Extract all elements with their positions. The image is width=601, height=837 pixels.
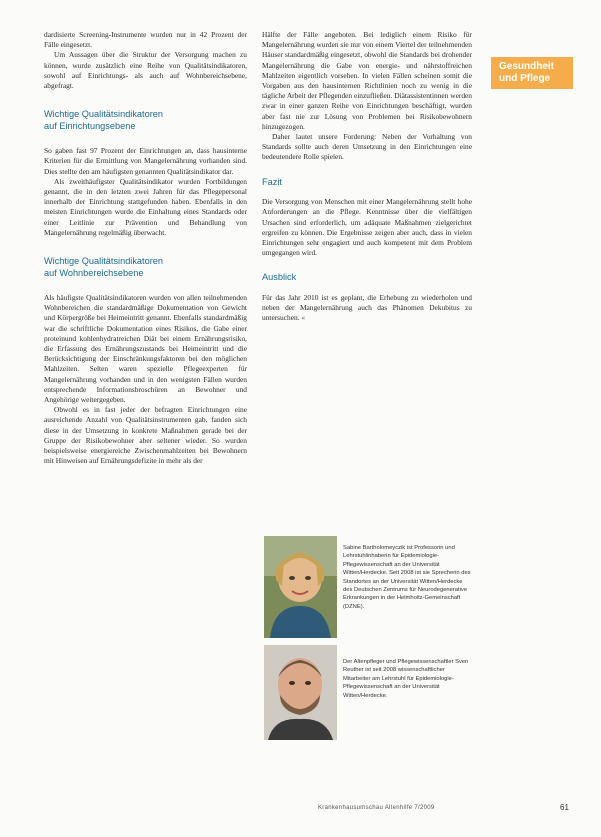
portrait-man-image	[264, 645, 337, 740]
section-heading-ausblick: Ausblick	[262, 272, 297, 283]
paragraph	[262, 293, 472, 324]
footer-publication: Krankenhausumschau Altenhilfe 7/2009	[318, 805, 435, 811]
section-heading-institution	[44, 109, 247, 132]
paragraph: dardisierte Screening-Instrumente wurden nur in 42 Prozent der Fälle eingesetzt.	[44, 30, 247, 50]
paragraph: Als häufigste Qualitätsindikatoren wurden von allen teilnehmenden Wohnbereichen die standardmäßige Dokumentation von Gewicht und Körpergröße bei Heimeintritt genannt. Ebenfalls standardmäßig war die schriftliche Dokumentation eines Risikos, die Gabe einer proteinund kohlenhydratreichen Diät bei einem Ernährungsrisiko, die Erfassung des Ernährungszustands bei Heimeintritt und die Berücksichtigung der Einschränkungsfaktoren bei den möglichen Mahlzeiten. Selten waren spezielle Pflegeexperten für Mangelernährung vorhanden und in den wenigsten Fällen wurden entsprechende Informationsbroschüren an Bewohner und Angehörige weitergegeben.	[44, 293, 247, 405]
section-heading-ward	[44, 256, 247, 279]
paragraph: Die Versorgung von Menschen mit einer Mangelernährung stellt hohe Anforderungen an die Pflege. Kenntnisse über die vielfältigen Ursachen sind erforderlich, um adäquate Maßnahmen zielgerichtet ergreifen zu können. Die Ergebnisse zeigen aber auch, dass in vielen Einrichtungen sehr engagiert und auch kompetent mit dem Problem umgegangen wird.	[262, 197, 472, 258]
paragraph: Um Aussagen über die Struktur der Versorgung machen zu können, wurde zusätzlich eine Reihe von Qualitätsindikatoren, sowohl auf Einrichtungs- als auch auf Wohnbereichsebene, abgefragt.	[44, 50, 247, 91]
author-photo-man	[264, 645, 337, 740]
paragraph: So gaben fast 97 Prozent der Einrichtungen an, dass hausinterne Kriterien für die Ermittlung von Mangelernährung vorhanden sind. Dies stellte den am häufigsten genannten Qualitätsindikator dar.	[44, 146, 247, 176]
paragraph: Daher lautet unsere Forderung: Neben der Vorhaltung von Standards sollte auch deren Umsetzung in den Einrichtungen eine bedeutendere Rolle spielen.	[262, 132, 472, 162]
author-caption-1: Sabine Bartholomeyczik ist Professorin und Lehrstuhlinhaberin für Epidemiologie-Pflegewissenschaft an der Universität Witten/Herdecke. Seit 2008 ist sie Sprecherin des Standortes an der Universität Witten/Herdecke des Deutschen Zentrums für Neurodegenerative Erkrankungen in der Helmholtz-Gemeinschaft (DZNE).	[343, 545, 471, 610]
end-mark: «	[301, 313, 306, 323]
paragraph: Als zweithäufigster Qualitätsindikator wurden Fortbildungen genannt, die in den letzten zwei Jahren für das Pflegepersonal innerhalb der Einrichtung stattgefunden haben. Ebenfalls in den meisten Einrichtungen wurde die Einhaltung eines Standards oder einer Leitlinie zur Prävention und Behandlung von Mangelernährung regelmäßig überwacht.	[44, 176, 247, 237]
paragraph-text: Für das Jahr 2010 ist es geplant, die Erhebung zu wiederholen und neben der Mangelernährung auch das Phänomen Dekubitus zu untersuchen.	[262, 292, 472, 323]
heading-line: Wichtige Qualitätsindikatoren	[44, 256, 163, 267]
paragraph: Obwohl es in fast jeder der befragten Einrichtungen eine ausreichende Anzahl von Qualitätsinstrumenten gab, fanden sich diese in der Umsetzung in konkrete Maßnahmen gerade bei der Gruppe der Risikobewohner aber seltener wieder. So wurden beispielsweise energiereiche Zwischenmahlzeiten bei Bewohnern mit Hinweisen auf Ernährungsdefizite in mehr als der	[44, 405, 247, 466]
left-column	[44, 30, 247, 467]
heading-line: Wichtige Qualitätsindikatoren	[44, 109, 163, 120]
paragraph: Hälfte der Fälle angeboten. Bei lediglich einem Risiko für Mangelernährung wurden sie nur von einem Viertel der teilnehmenden Häuser standardmäßig eingesetzt, obwohl die Standards bei drohender Mangelernährung die Gabe von energie- und nährstoffreichen Mahlzeiten eigentlich vorsehen. In vielen Fällen scheinen somit die Vorgaben aus den hausinternen Richtlinien noch zu wenig in die tägliche Arbeit der Pflegenden einzufließen. Diätassistentinnen werden zwar in einer ganzen Reihe von Einrichtungen beschäftigt, wurden aber fast nie zur Lösung von Problemen bei Risikobewohnern hinzugezogen.	[262, 30, 472, 131]
heading-line: auf Einrichtungsebene	[44, 120, 136, 131]
section-tag-line2: und Pflege	[499, 73, 551, 84]
page-number: 61	[560, 803, 569, 812]
section-heading-fazit: Fazit	[262, 176, 282, 187]
middle-column	[262, 30, 472, 323]
portrait-woman-image	[264, 536, 337, 638]
heading-line: auf Wohnbereichsebene	[44, 267, 144, 278]
section-tag-line1: Gesundheit	[499, 61, 555, 72]
section-tag	[491, 57, 573, 89]
author-photo-woman	[264, 536, 337, 638]
author-caption-2: Der Altenpfleger und Pflegewissenschaftler Sven Reuther ist seit 2008 wissenschaftlicher Mitarbeiter am Lehrstuhl für Epidemiologie-Pflegewissenschaft an der Universität Witten/Herdecke.	[343, 659, 469, 699]
